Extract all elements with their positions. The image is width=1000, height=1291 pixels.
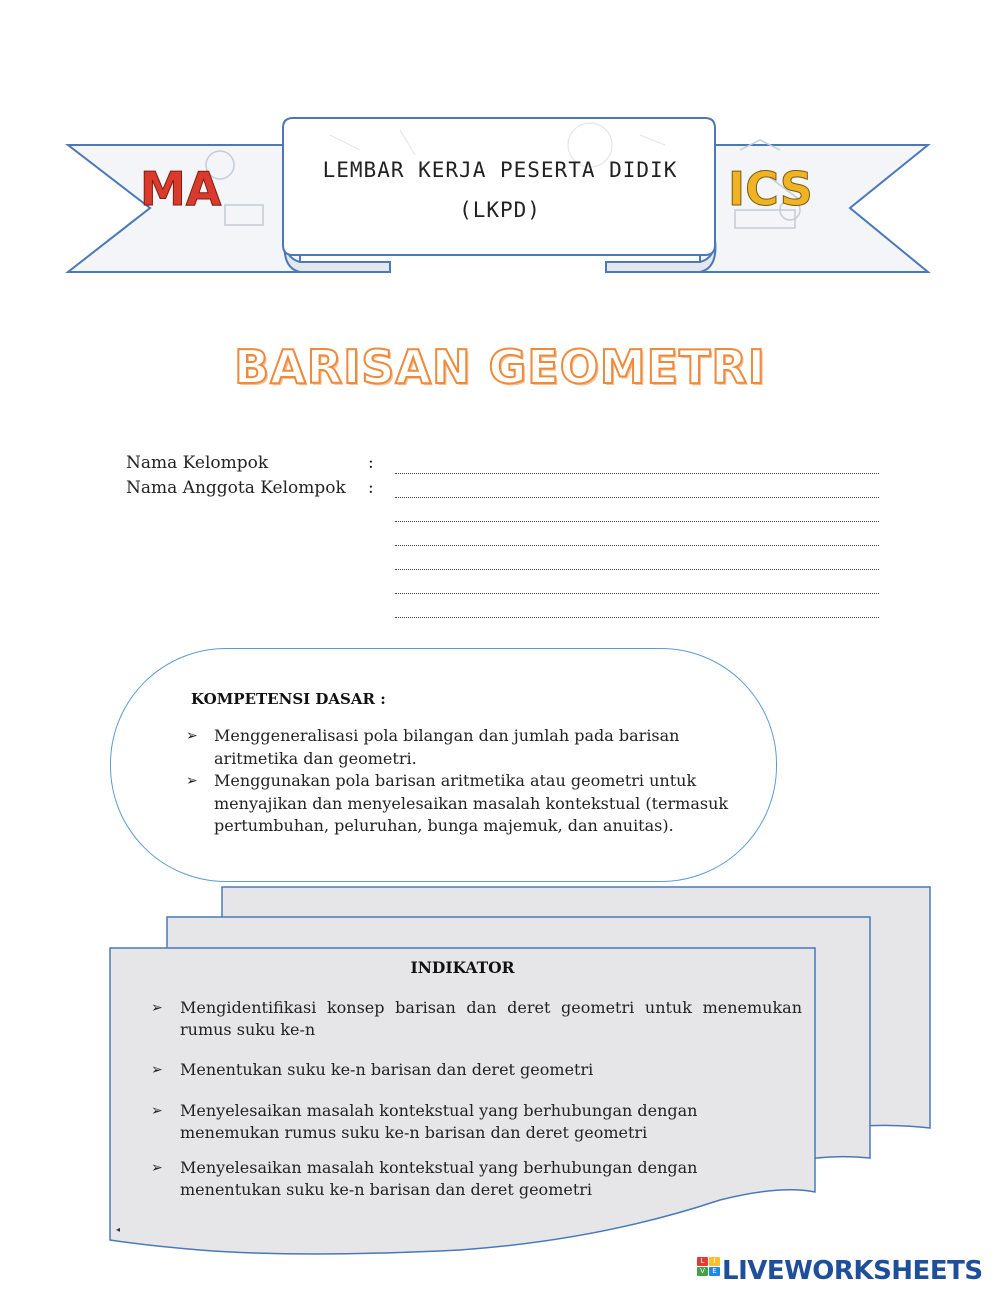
indikator-item: Menyelesaikan masalah kontekstual yang berhubungan dengan menemukan rumus suku ke-n barisan dan deret geometri [180,1101,698,1142]
kompetensi-item: Menggunakan pola barisan aritmetika atau geometri untuk menyajikan dan menyelesaikan masalah kontekstual (termasuk pertumbuhan, peluruhan, bunga majemuk, dan anuitas). [214,771,729,835]
liveworksheets-brand[interactable] [697,1256,983,1286]
mathematics-letters-left: MA [140,162,222,216]
brand-name: LIVEWORKSHEETS [722,1256,983,1286]
members-colon: : [368,478,374,498]
page-title: BARISAN GEOMETRI [234,340,766,394]
mathematics-letters-right: ICS [728,162,813,216]
indikator-title: INDIKATOR [410,958,515,977]
arrow-bullet-icon: ➢ [151,1103,163,1119]
indikator-item: Menentukan suku ke-n barisan dan deret geometri [180,1060,594,1079]
arrow-bullet-icon: ➢ [186,773,198,789]
indikator-item: Menyelesaikan masalah kontekstual yang berhubungan dengan menentukan suku ke-n barisan dan deret geometri [180,1158,698,1199]
arrow-bullet-icon: ➢ [151,1000,163,1016]
members-label: Nama Anggota Kelompok [126,478,346,498]
arrow-bullet-icon: ➢ [151,1160,163,1176]
kompetensi-item: Menggeneralisasi pola bilangan dan jumlah pada barisan aritmetika dan geometri. [214,726,680,768]
arrow-bullet-icon: ➢ [186,728,198,744]
arrow-bullet-icon: ➢ [151,1062,163,1078]
group-name-label: Nama Kelompok [126,453,269,473]
indikator-item: Mengidentifikasi konsep barisan dan deret geometri untuk menemukan rumus suku ke-n [180,998,802,1039]
banner-title: LEMBAR KERJA PESERTA DIDIK [322,158,678,182]
small-arrow-icon: ◂ [116,1225,121,1234]
kompetensi-title: KOMPETENSI DASAR : [191,690,386,708]
banner-subtitle: (LKPD) [459,198,541,222]
group-name-colon: : [368,453,374,473]
liveworksheets-logo-icon: L I V E [697,1257,719,1285]
